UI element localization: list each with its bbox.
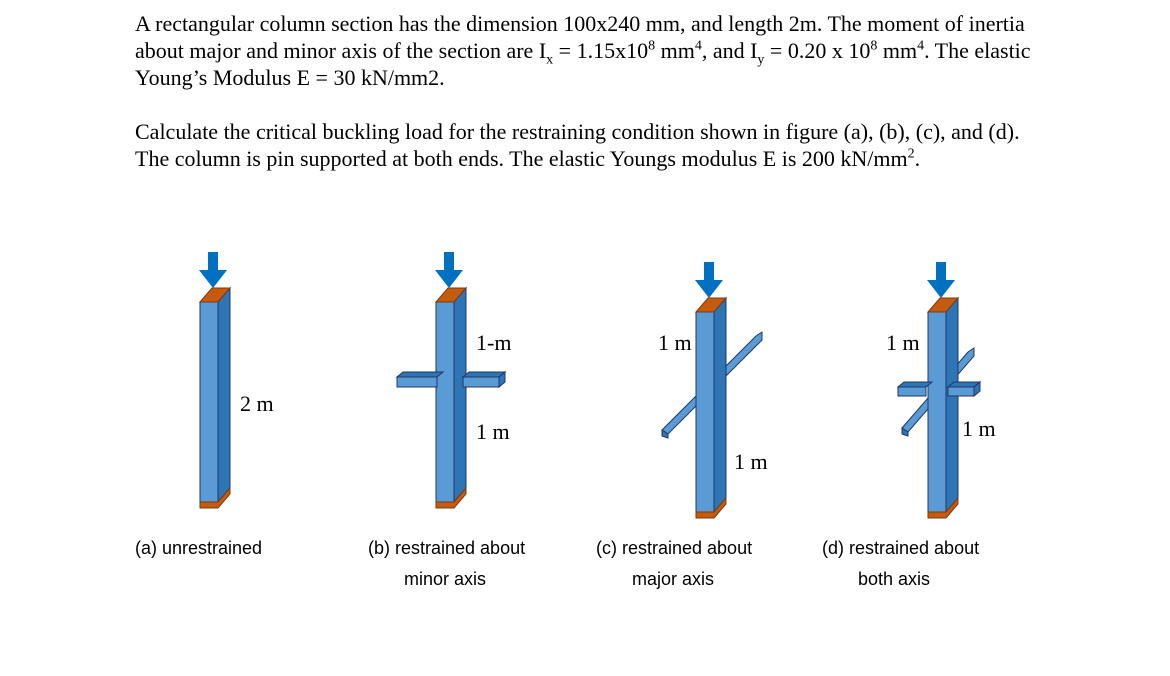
figure-d-caption-2: both axis xyxy=(858,569,931,589)
column-figures xyxy=(0,240,1170,600)
ix-subscript: x xyxy=(546,52,554,68)
figure-b-column xyxy=(397,252,505,508)
figure-b-caption-2: minor axis xyxy=(404,569,487,589)
exponent-3: 8 xyxy=(870,38,878,54)
p1-text-b: = 1.15x10 xyxy=(553,38,649,63)
problem-paragraph-2 xyxy=(135,118,1035,172)
figure-c-column xyxy=(662,262,762,518)
figure-c-caption-2: major axis xyxy=(632,569,715,589)
p2-text-a: Calculate the critical buckling load for the restraining condition shown in figure (a), (b), (c), and (d). The column is pin supported at both ends. The elastic Youngs modulus E is 200 kN/mm xyxy=(135,119,1020,171)
figure-a-dim: 2 m xyxy=(240,391,274,416)
p2-text-b: . xyxy=(914,146,921,171)
p1-text-f: mm xyxy=(877,38,918,63)
figure-c-caption-1: (c) restrained about xyxy=(596,538,753,558)
figure-c-dim-bottom: 1 m xyxy=(734,449,768,474)
figure-b-caption-1: (b) restrained about xyxy=(368,538,526,558)
exponent-4: 4 xyxy=(917,38,925,54)
problem-paragraph-1 xyxy=(135,10,1035,91)
figure-a-caption: (a) unrestrained xyxy=(135,538,263,558)
figure-b-dim-top: 1-m xyxy=(476,330,512,355)
p1-text-a: A rectangular column section has the dimension 100x240 mm, and length 2m. The moment of inertia about major and minor axis of the section are I xyxy=(135,11,1025,63)
p1-text-d: , and I xyxy=(701,38,758,63)
p1-text-c: mm xyxy=(655,38,695,63)
figure-a-column xyxy=(199,252,230,508)
figure-c-dim-top: 1 m xyxy=(658,330,692,355)
p1-text-g: . The elastic Young’s Modulus E = 30 kN/mm2. xyxy=(135,38,1031,90)
p2-exponent: 2 xyxy=(907,146,915,162)
figure-b-dim-bottom: 1 m xyxy=(476,419,510,444)
iy-subscript: y xyxy=(757,52,765,68)
exponent-2: 4 xyxy=(694,38,702,54)
exponent-1: 8 xyxy=(648,38,656,54)
figure-d-dim-top: 1 m xyxy=(886,330,920,355)
p1-text-e: = 0.20 x 10 xyxy=(764,38,871,63)
figure-d-column xyxy=(898,262,980,518)
figure-d-caption-1: (d) restrained about xyxy=(822,538,980,558)
figure-d-dim-bottom: 1 m xyxy=(962,416,996,441)
